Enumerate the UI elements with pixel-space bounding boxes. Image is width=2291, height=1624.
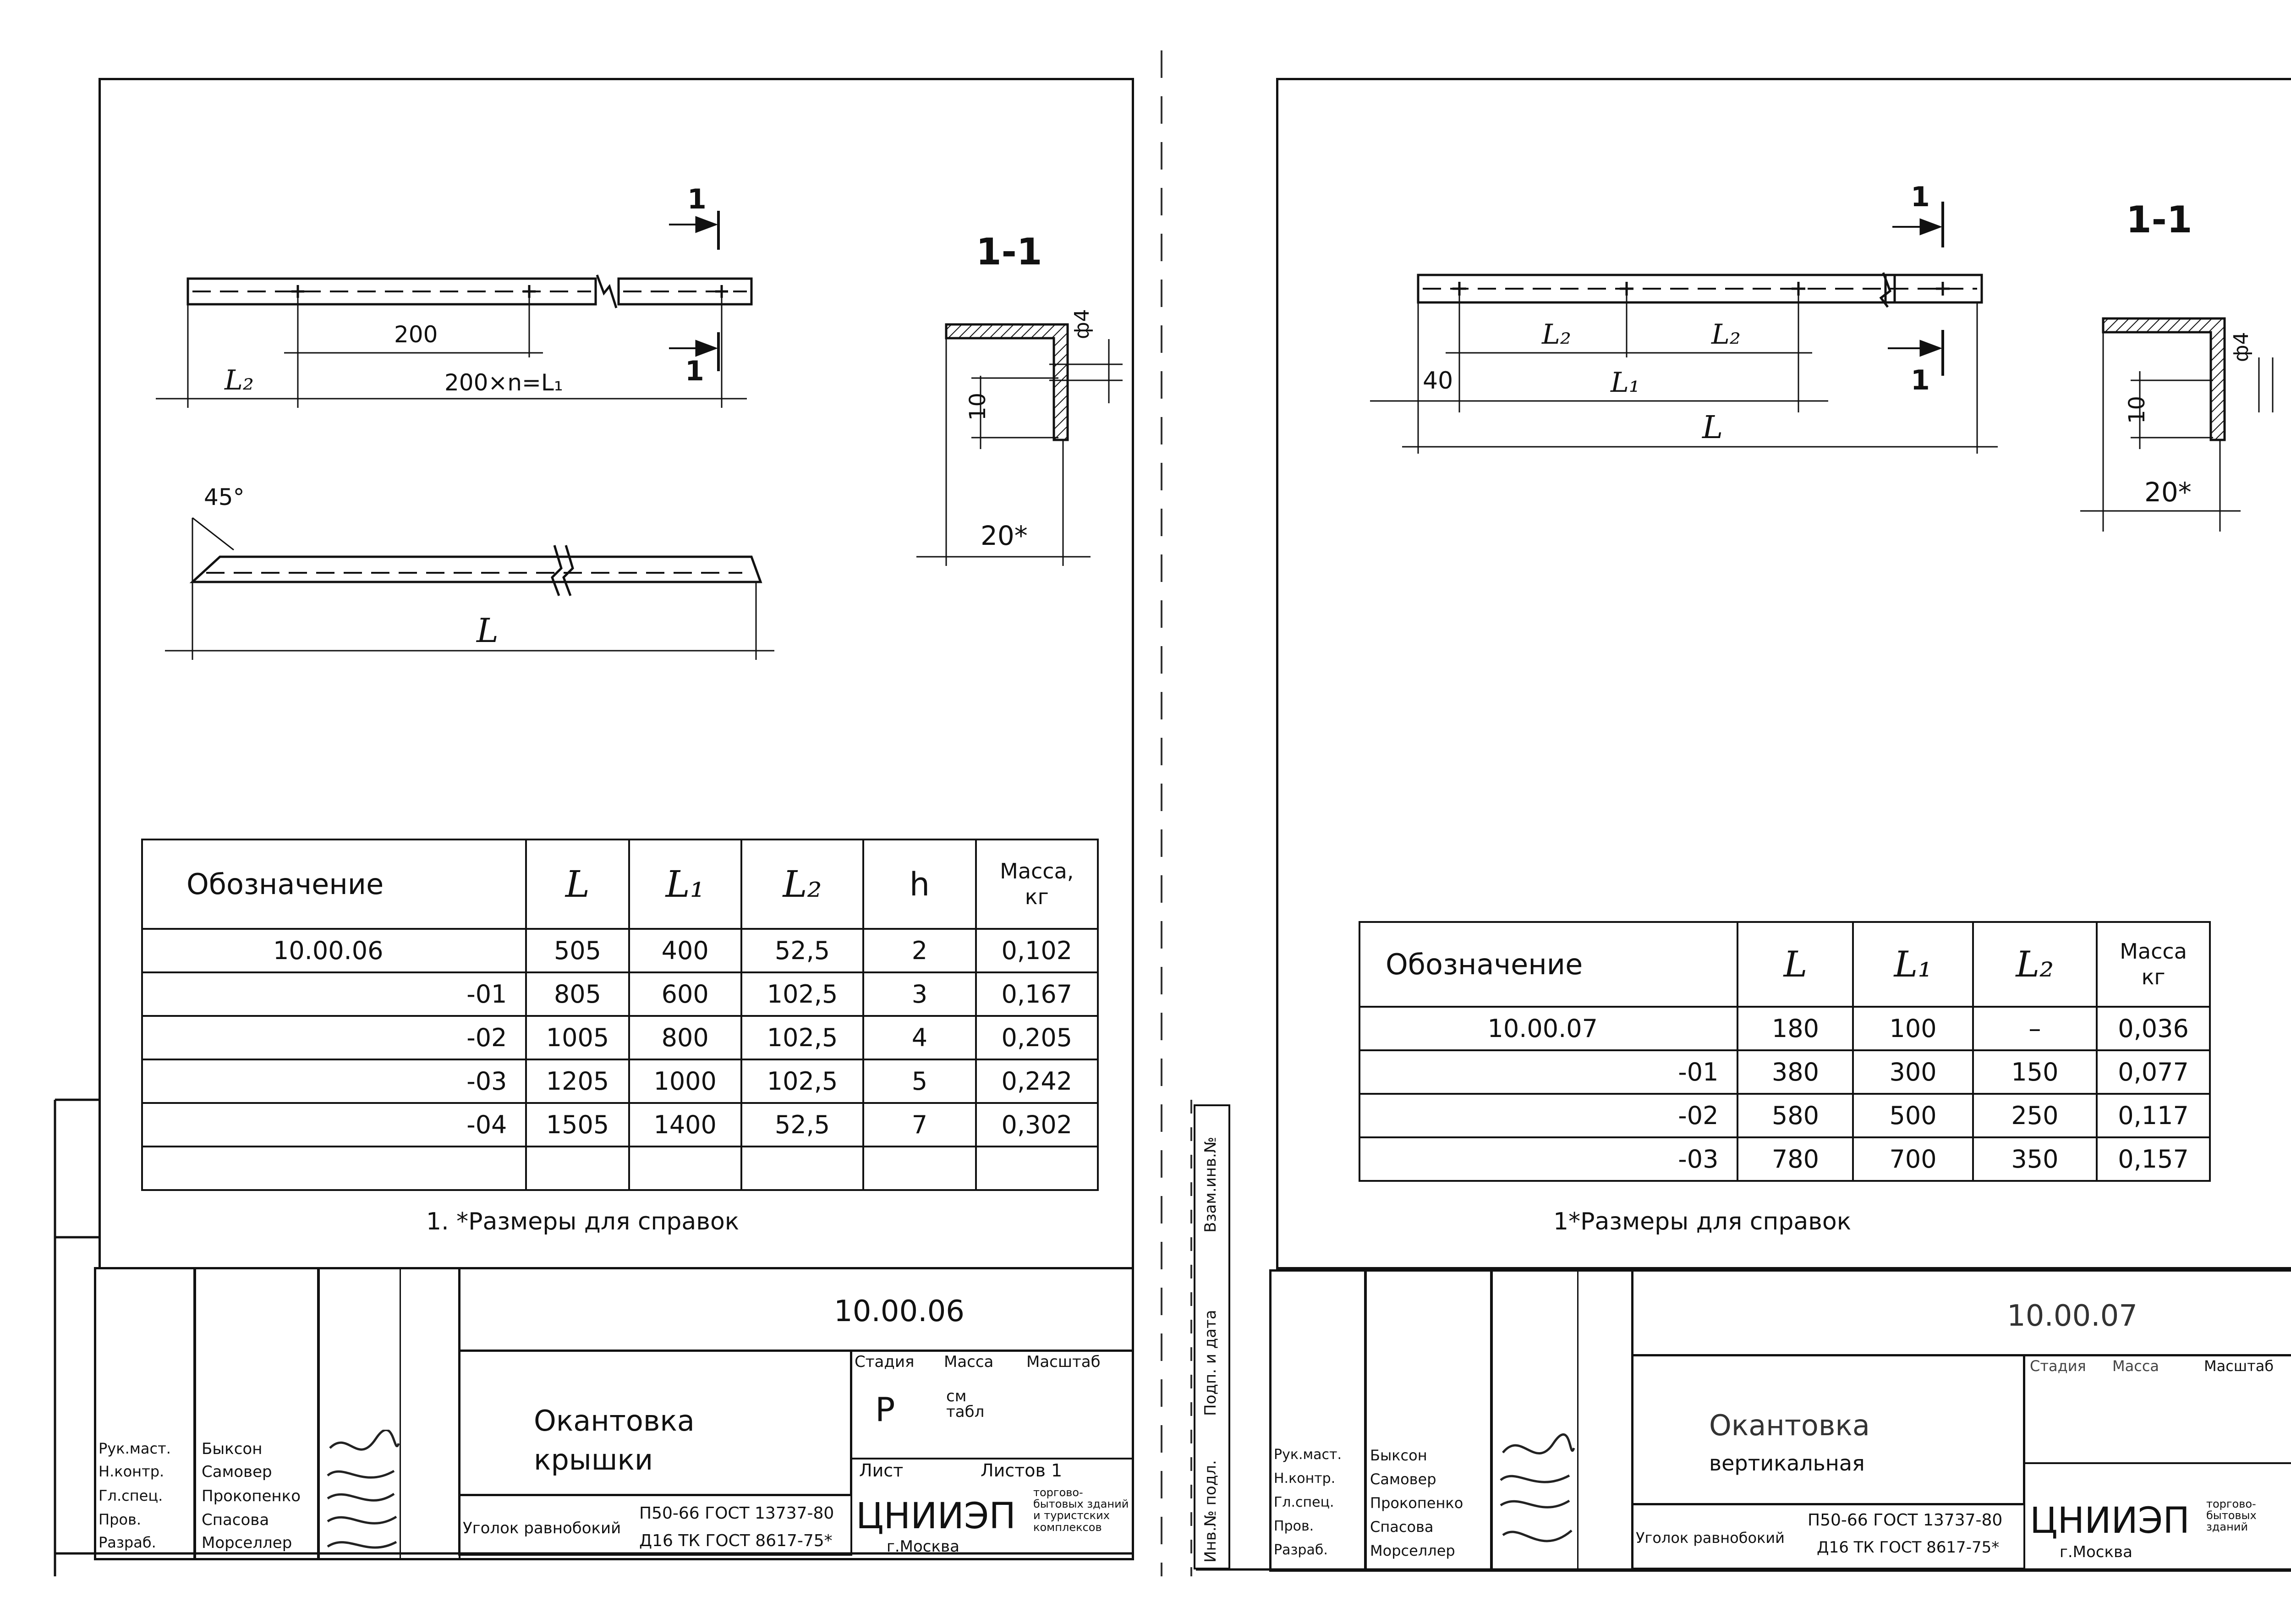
right-person-role-2: Н.контр. — [1274, 1470, 1336, 1487]
left-header-l: L — [526, 839, 629, 929]
left-tb-code: 10.00.06 — [834, 1295, 965, 1328]
right-header-l1: L₁ — [1853, 922, 1973, 1007]
right-arrow-top-label: 1 — [1911, 181, 1930, 213]
table-row: -01 805 600 102,5 3 0,167 — [142, 972, 1098, 1016]
left-person-role-5: Разраб. — [99, 1534, 156, 1551]
right-note: 1*Размеры для справок — [1553, 1208, 1852, 1235]
right-person-role-3: Гл.спец. — [1274, 1494, 1334, 1510]
left-dim-angle: 45° — [204, 484, 245, 510]
left-tb-scale-label: Масштаб — [1026, 1353, 1101, 1371]
left-tb-material-name: Уголок равнобокий — [463, 1519, 621, 1537]
left-tb-material-spec2: Д16 ТК ГОСТ 8617-75* — [639, 1531, 833, 1550]
right-dim-l: L — [1702, 410, 1723, 446]
left-spec-table — [141, 839, 1099, 1191]
right-tb-org-desc: торгово-бытовых зданий — [2206, 1498, 2257, 1534]
left-arrow-bottom-label: 1 — [685, 355, 704, 387]
right-tb-name-1: Окантовка — [1709, 1409, 1870, 1442]
table-row: -03 1205 1000 102,5 5 0,242 — [142, 1059, 1098, 1103]
table-row: -01 380 300 150 0,077 — [1359, 1050, 2210, 1094]
left-section-label: 1-1 — [976, 230, 1042, 273]
left-note: 1. *Размеры для справок — [426, 1208, 740, 1235]
right-dim-offset: 40 — [1423, 367, 1453, 395]
left-person-name-3: Прокопенко — [202, 1487, 301, 1505]
table-row: 10.00.07 180 100 – 0,036 — [1359, 1007, 2210, 1050]
left-tb-stage-value: Р — [875, 1390, 895, 1429]
right-person-name-2: Самовер — [1370, 1470, 1436, 1488]
left-tb-stage-label: Стадия — [855, 1353, 915, 1371]
left-header-designation: Обозначение — [142, 839, 526, 929]
right-person-name-3: Прокопенко — [1370, 1494, 1463, 1512]
right-tb-material-spec2: Д16 ТК ГОСТ 8617-75* — [1817, 1538, 2000, 1557]
left-dim-width: 20* — [981, 520, 1028, 551]
left-tb-org-desc: торгово-бытовых зданий и туристских комплексов — [1033, 1486, 1129, 1534]
right-spec-table — [1359, 921, 2211, 1182]
right-tb-org: ЦНИИЭП — [2030, 1500, 2190, 1542]
right-person-role-5: Разраб. — [1274, 1542, 1328, 1558]
left-bar-elevation — [165, 518, 774, 660]
right-bar-plan — [1370, 202, 1998, 454]
right-person-role-4: Пров. — [1274, 1518, 1314, 1534]
left-dim-l2: L₂ — [225, 364, 254, 396]
left-header-h: h — [863, 839, 976, 929]
left-tb-sheet-label: Лист — [859, 1460, 904, 1481]
right-person-name-1: Быксон — [1370, 1447, 1427, 1464]
right-signature-marks — [1494, 1425, 1578, 1563]
left-signature-marks — [321, 1430, 403, 1558]
right-dim-l2a: L₂ — [1542, 318, 1571, 351]
right-tb-material-spec1: П50-66 ГОСТ 13737-80 — [1808, 1511, 2003, 1530]
right-person-role-1: Рук.маст. — [1274, 1447, 1342, 1463]
right-dim-height: 10 — [2124, 395, 2150, 424]
left-arrow-top-label: 1 — [687, 183, 707, 215]
left-header-mass: Масса, кг — [976, 839, 1098, 929]
left-dim-pitch-formula: 200×n=L₁ — [444, 369, 563, 396]
left-tb-org: ЦНИИЭП — [856, 1496, 1016, 1537]
right-section-label: 1-1 — [2126, 198, 2192, 241]
right-tb-code: 10.00.07 — [2007, 1299, 2138, 1333]
right-dim-l1: L₁ — [1611, 367, 1640, 399]
right-tb-stage-label: Стадия — [2030, 1357, 2086, 1375]
left-person-role-1: Рук.маст. — [99, 1440, 171, 1457]
left-person-name-2: Самовер — [202, 1463, 272, 1481]
left-tb-city: г.Москва — [887, 1537, 959, 1556]
left-person-role-3: Гл.спец. — [99, 1487, 163, 1504]
left-tb-name-1: Окантовка — [534, 1404, 695, 1437]
right-header-l2: L₂ — [1973, 922, 2097, 1007]
left-dim-height: 10 — [965, 392, 991, 421]
right-side-label-1: Взам.инв.№ — [1201, 1136, 1220, 1233]
right-side-label-3: Инв.№ подл. — [1201, 1460, 1220, 1563]
right-header-l: L — [1737, 922, 1853, 1007]
left-dim-pitch: 200 — [394, 321, 438, 348]
left-tb-sheets-label: Листов 1 — [981, 1460, 1063, 1481]
left-person-name-4: Спасова — [202, 1511, 269, 1529]
right-dim-hole: ф4 — [2230, 332, 2253, 362]
table-row: -02 1005 800 102,5 4 0,205 — [142, 1016, 1098, 1059]
left-tb-name-2: крышки — [534, 1443, 653, 1476]
table-row: -04 1505 1400 52,5 7 0,302 — [142, 1103, 1098, 1147]
right-person-name-4: Спасова — [1370, 1518, 1434, 1536]
left-person-name-5: Морселлер — [202, 1534, 292, 1552]
left-person-role-4: Пров. — [99, 1511, 141, 1528]
right-arrow-bottom-label: 1 — [1911, 364, 1930, 396]
table-row: -03 780 700 350 0,157 — [1359, 1137, 2210, 1181]
right-dim-l2b: L₂ — [1711, 318, 1741, 351]
right-tb-mass-label: Масса — [2112, 1357, 2159, 1375]
table-row: -02 580 500 250 0,117 — [1359, 1094, 2210, 1137]
left-tb-mass-label: Масса — [944, 1353, 994, 1371]
table-row: 10.00.06 505 400 52,5 2 0,102 — [142, 929, 1098, 972]
right-tb-material-name: Уголок равнобокий — [1636, 1529, 1785, 1547]
right-person-name-5: Морселлер — [1370, 1542, 1455, 1559]
right-side-label-2: Подп. и дата — [1201, 1310, 1220, 1416]
left-dim-l: L — [477, 611, 499, 650]
right-tb-city: г.Москва — [2060, 1543, 2132, 1561]
right-tb-scale-label: Масштаб — [2204, 1357, 2274, 1375]
left-person-role-2: Н.контр. — [99, 1463, 164, 1480]
right-header-mass: Масса кг — [2097, 922, 2210, 1007]
right-dim-width: 20* — [2144, 477, 2192, 508]
right-tb-name-2: вертикальная — [1709, 1451, 1865, 1476]
left-header-l2: L₂ — [741, 839, 863, 929]
right-header-designation: Обозначение — [1359, 922, 1737, 1007]
right-tb-code-cell — [1631, 1269, 2291, 1356]
left-header-l1: L₁ — [629, 839, 741, 929]
left-tb-mass-value: см табл — [946, 1387, 985, 1421]
left-person-name-1: Быксон — [202, 1440, 263, 1458]
table-row — [142, 1147, 1098, 1190]
left-dim-hole: ф4 — [1070, 309, 1094, 339]
left-tb-material-spec1: П50-66 ГОСТ 13737-80 — [639, 1504, 834, 1523]
left-tb-code-cell — [458, 1267, 1134, 1352]
